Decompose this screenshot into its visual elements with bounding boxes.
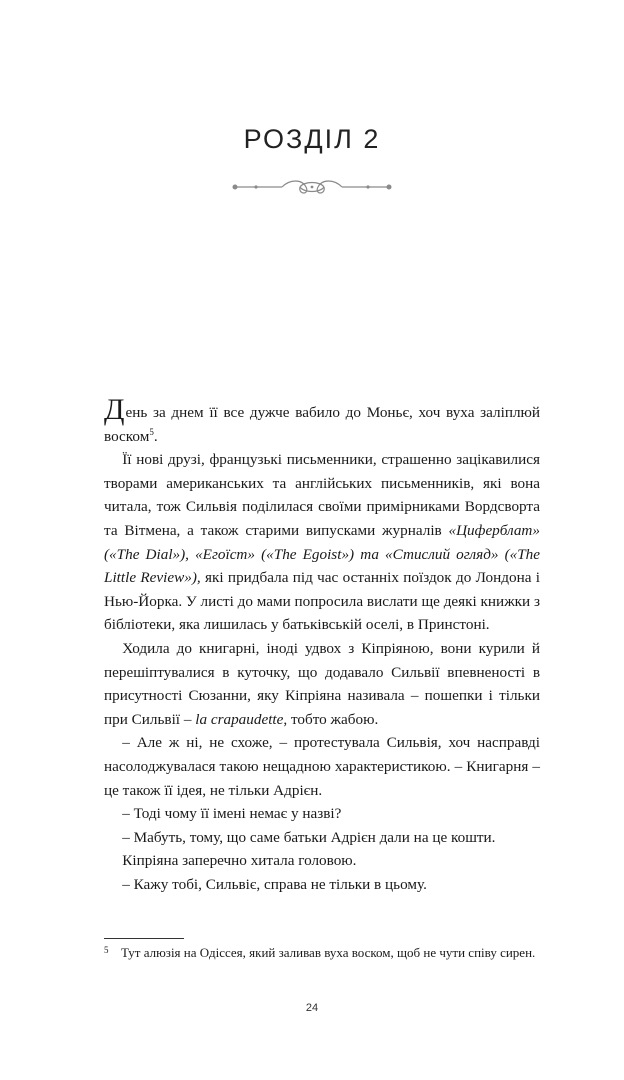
footnote-number: 5 <box>104 945 109 955</box>
decorative-flourish-icon <box>230 176 394 198</box>
paragraph-7: Кіпріяна заперечно хитала головою. <box>122 852 357 870</box>
footnote <box>104 943 540 962</box>
paragraph-3-text-end: , тобто жабою. <box>283 710 379 728</box>
chapter-body <box>104 393 540 896</box>
paragraph-1 <box>104 393 540 448</box>
footnote-text: Тут алюзія на Одіссея, який заливав вуха воском, щоб не чути співу сирен. <box>121 945 536 960</box>
paragraph-1-text: ень за днем її все дужче вабило до Моньє, хоч вуха заліплюй воском <box>104 404 540 445</box>
footnote-divider <box>104 938 184 939</box>
footnote-reference[interactable]: 5 <box>149 426 154 437</box>
page-number: 24 <box>305 1002 319 1014</box>
paragraph-3 <box>104 637 540 731</box>
paragraph-1-end: . <box>153 427 158 445</box>
paragraph-2-text: Її нові друзі, французькі письменники, страшенно зацікавилися творами американських та англійських письменників, які вона читала, тож Сильвія поділилася своїми примірниками Вордсворта та Вітмена, а також старими випусками журналів <box>104 451 540 539</box>
paragraph-2-text-end: які придбала під час останніх поїздок до Лондона і Нью-Йорка. У листі до мами попросила вислати ще деякі книжки з бібліотеки, яка лишилась у батьківській оселі, в Принстоні. <box>104 569 540 634</box>
paragraph-4: – Але ж ні, не схоже, – протестувала Сильвія, хоч насправді насолоджувалася такою нещадною характеристикою. – Книгарня – це також її ідея, не тільки Адрієн. <box>104 734 540 799</box>
paragraph-3-text: Ходила до книгарні, іноді удвох з Кіпріяною, вони курили й перешіптувалися в куточку, що додавало Сильвії впевненості в присутності Сюзанни, яку Кіпріяна називала – пошепки і тільки при Сильвії – <box>104 639 540 728</box>
chapter-title: РОЗДІЛ 2 <box>243 124 381 154</box>
paragraph-8: – Кажу тобі, Сильвіє, справа не тільки в цьому. <box>122 875 427 893</box>
paragraph-5: – Тоді чому її імені немає у назві? <box>122 805 342 823</box>
journal-titles: «Циферблат» («The Dial»), «Егоїст» («The Egoist») та «Стислий огляд» («The Little Review»), <box>104 521 540 587</box>
drop-cap: Д <box>104 393 125 426</box>
paragraph-6: – Мабуть, тому, що саме батьки Адрієн дали на це кошти. <box>122 828 496 846</box>
french-term: la crapaudette <box>195 710 284 728</box>
paragraph-2 <box>104 448 540 637</box>
